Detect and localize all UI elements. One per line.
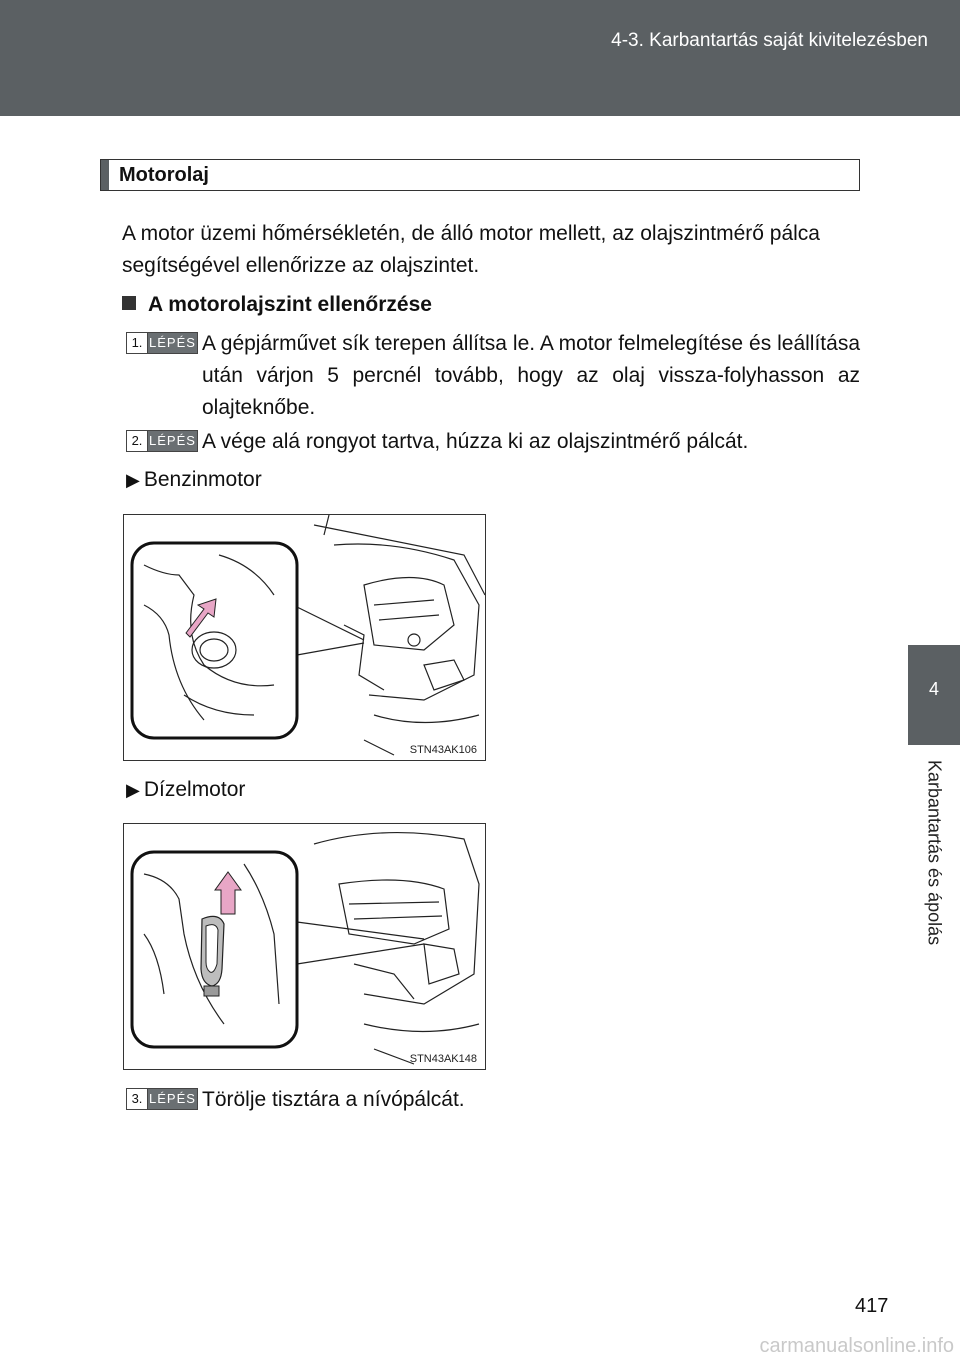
page-header bbox=[0, 0, 960, 116]
step-badge bbox=[126, 430, 198, 452]
step-number: 3. bbox=[127, 1089, 148, 1109]
step-3 bbox=[122, 1084, 860, 1116]
figure-diesel-engine bbox=[123, 823, 486, 1070]
figure-code: STN43AK106 bbox=[409, 744, 477, 756]
intro-paragraph: A motor üzemi hőmérsékletén, de álló motor mellett, az olajszintmérő pálca segítségével ellenőrizze az olajszintet. bbox=[122, 222, 820, 277]
variant-diesel bbox=[126, 778, 245, 802]
triangle-bullet-icon: ▶ bbox=[126, 780, 140, 800]
step-number: 2. bbox=[127, 431, 148, 451]
variant-label: Dízelmotor bbox=[143, 778, 246, 801]
watermark: carmanualsonline.info bbox=[759, 1335, 954, 1357]
step-tag: LÉPÉS bbox=[148, 333, 197, 353]
step-text: A gépjárművet sík terepen állítsa le. A motor felmelegítése és leállítása után várjon 5 percnél tovább, hogy az olaj vissza-folyhasson az olajteknőbe. bbox=[202, 332, 860, 419]
engine-illustration bbox=[124, 824, 485, 1069]
chapter-title: 4-3. Karbantartás saját kivitelezésben bbox=[611, 30, 928, 51]
step-1 bbox=[122, 328, 860, 424]
step-number: 1. bbox=[127, 333, 148, 353]
step-2 bbox=[122, 426, 860, 458]
subheading bbox=[122, 293, 432, 317]
chapter-side-label: Karbantartás és ápolás bbox=[924, 760, 945, 946]
section-bar bbox=[101, 160, 109, 190]
variant-petrol bbox=[126, 468, 262, 492]
page-number: 417 bbox=[855, 1295, 889, 1317]
chapter-tab bbox=[908, 645, 960, 745]
square-bullet-icon bbox=[122, 296, 136, 310]
figure-code: STN43AK148 bbox=[409, 1053, 477, 1065]
step-text: A vége alá rongyot tartva, húzza ki az olajszintmérő pálcát. bbox=[202, 430, 749, 453]
step-tag: LÉPÉS bbox=[148, 1089, 197, 1109]
figure-petrol-engine bbox=[123, 514, 486, 761]
triangle-bullet-icon: ▶ bbox=[126, 470, 140, 490]
step-tag: LÉPÉS bbox=[148, 431, 197, 451]
chapter-number: 4 bbox=[928, 679, 939, 699]
section-heading bbox=[100, 159, 860, 191]
subheading-text: A motorolajszint ellenőrzése bbox=[148, 293, 432, 316]
engine-illustration bbox=[124, 515, 485, 760]
variant-label: Benzinmotor bbox=[143, 468, 262, 491]
step-text: Törölje tisztára a nívópálcát. bbox=[202, 1088, 465, 1111]
step-badge bbox=[126, 332, 198, 354]
step-badge bbox=[126, 1088, 198, 1110]
section-title: Motorolaj bbox=[119, 164, 209, 186]
